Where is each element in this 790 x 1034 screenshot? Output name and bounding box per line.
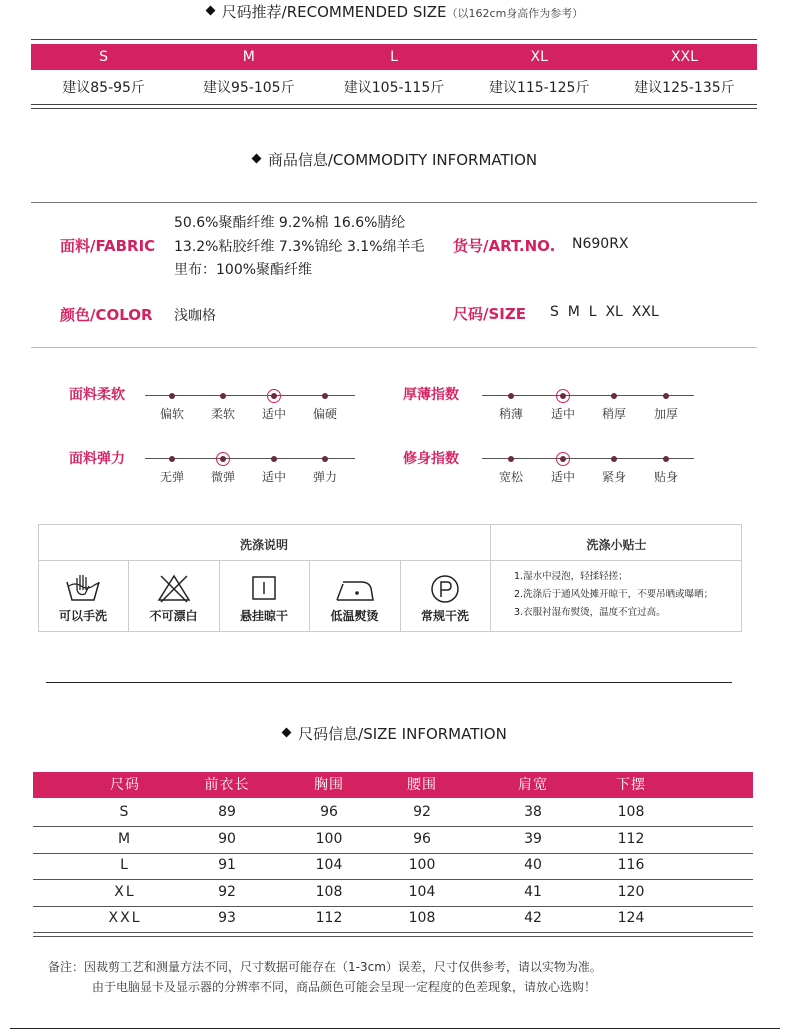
diamond-bullet-icon: [251, 154, 261, 164]
care-item-hand-wash: [38, 560, 128, 632]
size-cell: XXL: [670, 49, 698, 65]
table-cell: 41: [524, 883, 542, 900]
table-cell: XXL: [108, 910, 142, 926]
scale-point: [169, 393, 175, 399]
table-cell: 124: [617, 910, 645, 926]
scale-point: [322, 393, 328, 399]
divider: [46, 682, 732, 683]
table-cell: 96: [413, 830, 431, 847]
care-label: 常规干洗: [420, 609, 469, 623]
scale-selected-marker: [556, 452, 570, 466]
scale-option-label: 弹力: [312, 470, 338, 484]
scale-option-label: 适中: [261, 470, 287, 484]
hand-wash-icon: [63, 572, 103, 604]
size-cell: M: [242, 49, 255, 65]
scale-option-label: 适中: [261, 407, 287, 421]
wash-tips-title: 洗涤小贴士: [586, 538, 647, 552]
scale-selected-marker: [556, 389, 570, 403]
table-cell: 104: [408, 883, 436, 900]
column-header: 肩宽: [518, 777, 548, 793]
care-item-dry-clean: [400, 560, 490, 632]
column-header: 前衣长: [204, 777, 250, 793]
fabric-line: 里布：100%聚酯纤维: [174, 262, 313, 278]
dry-clean-icon: [428, 573, 462, 605]
divider: [31, 347, 757, 348]
recommended-size-title: 尺码推荐/RECOMMENDED SIZE（以162cm身高作为参考）: [0, 1, 790, 22]
table-cell: L: [120, 857, 130, 873]
scale-option-label: 柔软: [210, 407, 236, 421]
divider: [10, 1028, 780, 1029]
table-cell: 91: [218, 857, 236, 873]
scale-option-label: 偏软: [159, 407, 185, 421]
scale-label: 厚薄指数: [403, 387, 459, 403]
column-header: 腰围: [407, 777, 437, 793]
scale-label: 面料弹力: [69, 451, 125, 467]
suggestion-cell: 建议95-105斤: [203, 80, 295, 96]
table-cell: 92: [413, 804, 431, 820]
table-cell: 42: [524, 910, 542, 926]
art-no-value: N690RX: [572, 236, 629, 252]
scale-point: [322, 456, 328, 462]
table-cell: 116: [617, 857, 645, 873]
note-line: 由于电脑显卡及显示器的分辨率不同，商品颜色可能会呈现一定程度的色差现象，请放心选购！: [92, 980, 597, 994]
table-cell: 108: [315, 883, 343, 900]
scale-point: [611, 393, 617, 399]
row-divider: [33, 879, 753, 880]
column-header: 尺码: [110, 777, 140, 793]
commodity-info-title: 商品信息/COMMODITY INFORMATION: [0, 149, 790, 170]
no-bleach-icon: [156, 572, 192, 604]
table-cell: 93: [218, 910, 236, 926]
scale-label: 修身指数: [403, 451, 459, 467]
scale-option-label: 加厚: [653, 407, 679, 421]
table-cell: 112: [617, 830, 645, 847]
table-cell: 39: [524, 830, 542, 847]
row-divider: [33, 826, 753, 827]
care-item-hang-dry: [219, 560, 309, 632]
fabric-label: 面料/FABRIC: [60, 237, 156, 255]
care-label: 不可漂白: [149, 609, 198, 623]
size-info-title: 尺码信息/SIZE INFORMATION: [0, 723, 790, 744]
size-value: S M L XL XXL: [550, 304, 659, 320]
scale-option-label: 适中: [550, 470, 576, 484]
care-label: 可以手洗: [58, 609, 107, 623]
size-table-header: [33, 772, 753, 798]
table-cell: 112: [315, 910, 343, 926]
note-line: 备注：因裁剪工艺和测量方法不同，尺寸数据可能存在（1-3cm）误差，尺寸仅供参考，请以实物为准。: [48, 960, 602, 974]
table-cell: S: [119, 804, 131, 820]
scale-option-label: 微弹: [210, 470, 236, 484]
table-cell: 90: [218, 830, 236, 847]
row-divider: [33, 853, 753, 854]
divider: [31, 108, 757, 109]
scale-option-label: 贴身: [653, 470, 679, 484]
wash-instructions-title: 洗涤说明: [239, 538, 288, 552]
table-cell: M: [117, 830, 133, 847]
recommended-size-header: [31, 44, 757, 70]
table-cell: 40: [524, 857, 542, 873]
suggestion-cell: 建议125-135斤: [634, 80, 735, 96]
care-item-no-bleach: [128, 560, 219, 632]
table-cell: 108: [617, 804, 645, 820]
art-no-label: 货号/ART.NO.: [453, 237, 556, 255]
scale-option-label: 稍薄: [498, 407, 524, 421]
diamond-bullet-icon: [282, 728, 292, 738]
table-cell: 104: [315, 857, 343, 873]
scale-option-label: 紧身: [601, 470, 627, 484]
scale-option-label: 偏硬: [312, 407, 338, 421]
diamond-bullet-icon: [205, 6, 215, 16]
suggestion-cell: 建议85-95斤: [62, 80, 145, 96]
color-label: 颜色/COLOR: [60, 306, 153, 324]
scale-point: [663, 393, 669, 399]
row-divider: [33, 936, 753, 937]
table-cell: 89: [218, 804, 236, 820]
column-header: 胸围: [314, 777, 344, 793]
scale-point: [271, 456, 277, 462]
row-divider: [33, 906, 753, 907]
scale-option-label: 稍厚: [601, 407, 627, 421]
suggestion-cell: 建议105-115斤: [343, 80, 445, 96]
size-label: 尺码/SIZE: [453, 305, 526, 323]
suggestion-cell: 建议115-125斤: [488, 80, 590, 96]
scale-point: [508, 393, 514, 399]
wash-tip: 2.洗涤后于通风处摊开晾干，不要吊晒或曝晒；: [514, 589, 714, 600]
divider: [31, 202, 757, 203]
size-cell: S: [99, 49, 109, 65]
table-cell: 100: [315, 830, 343, 847]
wash-tip: 3.衣服衬湿布熨烫，温度不宜过高。: [514, 607, 666, 618]
scale-option-label: 宽松: [498, 470, 524, 484]
size-cell: XL: [530, 49, 548, 65]
scale-point: [611, 456, 617, 462]
scale-point: [220, 393, 226, 399]
table-cell: 96: [320, 804, 338, 820]
size-cell: L: [390, 49, 398, 65]
row-divider: [33, 932, 753, 933]
divider: [31, 39, 757, 40]
scale-label: 面料柔软: [69, 387, 125, 403]
care-label: 低温熨烫: [330, 609, 379, 623]
table-cell: 92: [218, 883, 236, 900]
recommended-size-row: [31, 77, 757, 99]
fabric-line: 13.2%粘胶纤维 7.3%锦纶 3.1%绵羊毛: [174, 239, 425, 255]
scale-point: [169, 456, 175, 462]
table-cell: 38: [524, 804, 542, 820]
wash-tip: 1.湿水中浸泡，轻揉轻搓；: [514, 571, 628, 582]
scale-selected-marker: [216, 452, 230, 466]
column-header: 下摆: [616, 777, 646, 793]
divider: [31, 104, 757, 105]
scale-point: [663, 456, 669, 462]
care-item-low-iron: [309, 560, 400, 632]
scale-point: [508, 456, 514, 462]
low-iron-icon: [333, 574, 377, 604]
table-cell: XL: [114, 883, 136, 900]
table-cell: 120: [617, 883, 645, 900]
color-value: 浅咖格: [174, 308, 216, 324]
fabric-line: 50.6%聚酯纤维 9.2%棉 16.6%腈纶: [174, 215, 406, 231]
hang-dry-icon: [249, 574, 279, 602]
table-cell: 108: [408, 910, 436, 926]
table-cell: 100: [408, 857, 436, 873]
scale-option-label: 适中: [550, 407, 576, 421]
care-label: 悬挂晾干: [239, 609, 288, 623]
scale-selected-marker: [267, 389, 281, 403]
scale-option-label: 无弹: [159, 470, 185, 484]
